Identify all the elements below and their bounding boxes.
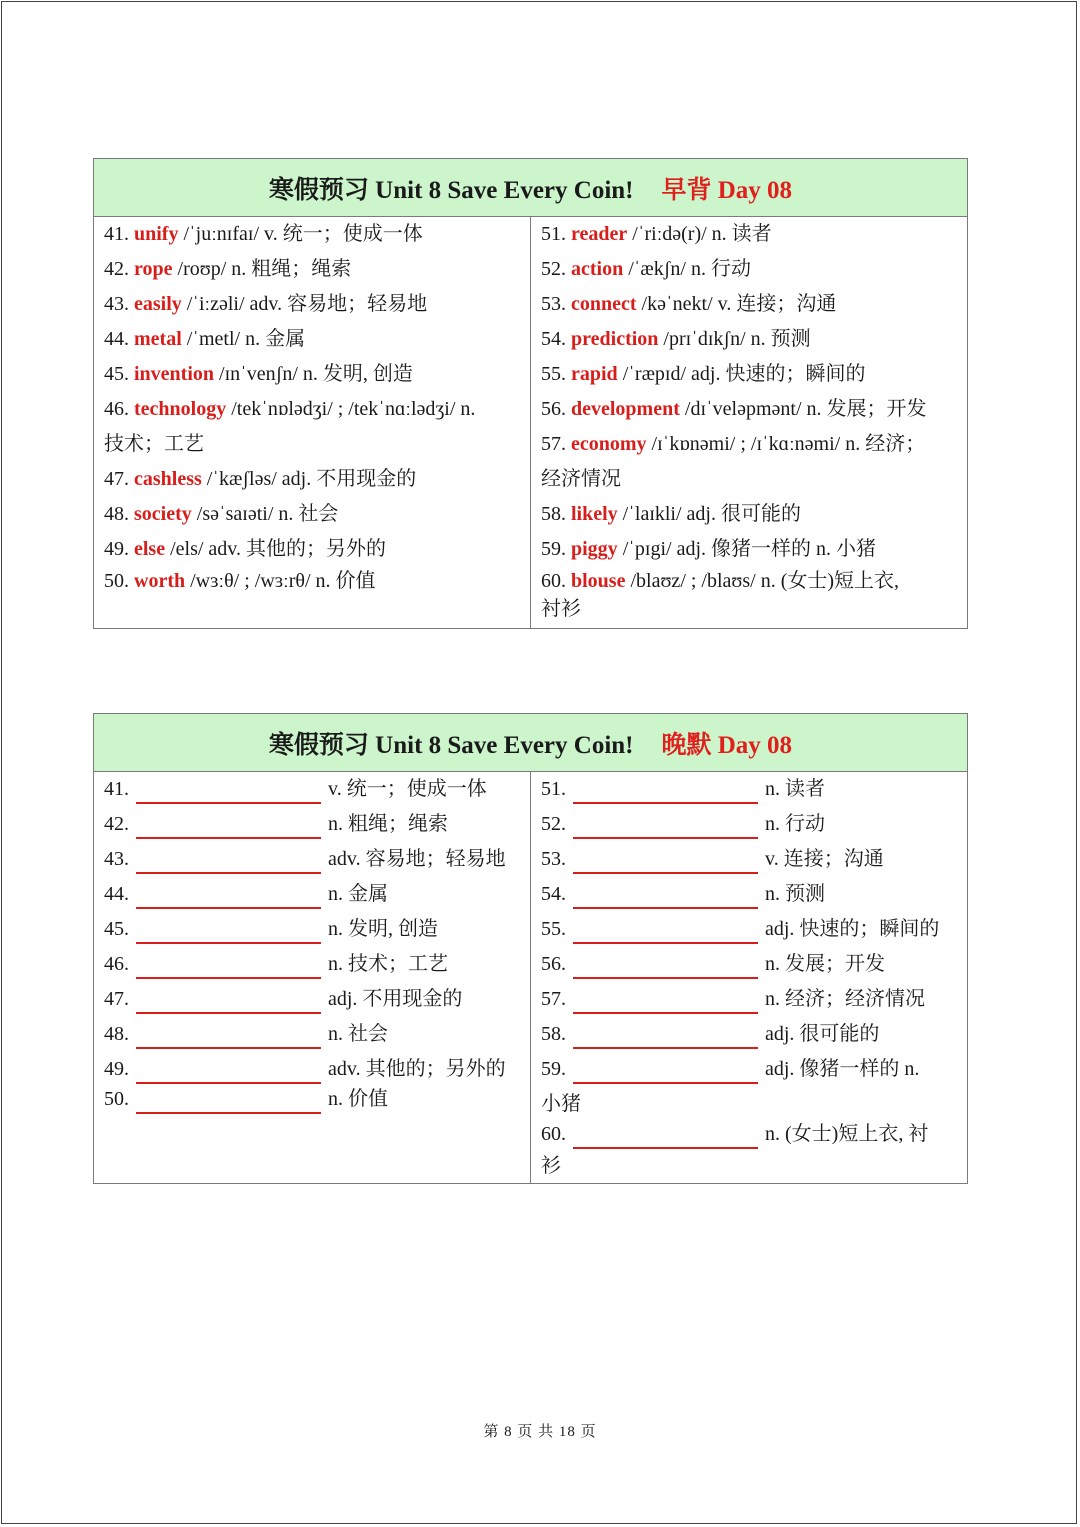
dictation-entry [104, 1017, 522, 1052]
answer-blank[interactable] [573, 986, 758, 1014]
vocab-word: worth [134, 570, 186, 592]
vocab-definition: /ˈræpɪd/ adj. 快速的；瞬间的 [617, 363, 866, 385]
vocab-definition: /ɪnˈvenʃn/ n. 发明, 创造 [214, 363, 413, 385]
dictation-entry [541, 947, 961, 982]
evening-dictation-table [93, 713, 968, 1184]
vocab-entry [104, 392, 522, 427]
entry-number: 59. [541, 538, 566, 560]
column-divider [530, 217, 531, 628]
dictation-entry [104, 877, 522, 912]
entry-number: 51. [541, 223, 566, 245]
meaning-text: v. 统一；使成一体 [328, 778, 487, 800]
dictation-entry [541, 1017, 961, 1052]
vocab-definition: /kəˈnekt/ v. 连接；沟通 [636, 293, 837, 315]
morning-table-body [94, 217, 967, 628]
column-divider [530, 772, 531, 1183]
meaning-text: n. 技术；工艺 [328, 953, 448, 975]
meaning-continued: 小猪 [541, 1093, 581, 1115]
vocab-entry [541, 287, 961, 322]
vocab-definition: /səˈsaɪəti/ n. 社会 [191, 503, 339, 525]
vocab-word: reader [571, 223, 628, 245]
vocab-definition: /ˈmetl/ n. 金属 [181, 328, 306, 350]
vocab-word: action [571, 258, 624, 280]
answer-blank[interactable] [573, 951, 758, 979]
entry-number: 42. [104, 813, 129, 835]
answer-blank[interactable] [573, 1021, 758, 1049]
entry-number: 57. [541, 988, 566, 1010]
dictation-entry [104, 982, 522, 1017]
answer-blank[interactable] [573, 811, 758, 839]
entry-number: 54. [541, 883, 566, 905]
evening-left-column [104, 772, 522, 1117]
entry-number: 43. [104, 848, 129, 870]
dictation-entry [104, 842, 522, 877]
vocab-definition: /ˈlaɪkli/ adj. 很可能的 [617, 503, 801, 525]
vocab-entry [104, 322, 522, 357]
vocab-definition: /els/ adv. 其他的；另外的 [165, 538, 387, 560]
dictation-entry [541, 1122, 961, 1152]
meaning-text: v. 连接；沟通 [765, 848, 884, 870]
vocab-definition: /prɪˈdɪkʃn/ n. 预测 [658, 328, 811, 350]
vocab-word: rapid [571, 363, 618, 385]
entry-number: 49. [104, 538, 129, 560]
entry-number: 41. [104, 778, 129, 800]
vocab-definition: /ˈpɪgi/ adj. 像猪一样的 n. 小猪 [617, 538, 877, 560]
meaning-continued: 衫 [541, 1155, 561, 1177]
vocab-entry [104, 357, 522, 392]
entry-number: 55. [541, 918, 566, 940]
vocab-word: piggy [571, 538, 618, 560]
vocab-word: cashless [134, 468, 202, 490]
meaning-text: n. 行动 [765, 813, 825, 835]
dictation-entry [541, 912, 961, 947]
vocab-word: blouse [571, 570, 626, 592]
vocab-word: metal [134, 328, 182, 350]
meaning-text: n. 读者 [765, 778, 825, 800]
entry-number: 60. [541, 1123, 566, 1145]
meaning-text: n. 粗绳；绳索 [328, 813, 448, 835]
meaning-text: n. 价值 [328, 1088, 388, 1110]
vocab-definition: /ˈriːdə(r)/ n. 读者 [627, 223, 772, 245]
meaning-text: n. 发展；开发 [765, 953, 885, 975]
vocab-word: rope [134, 258, 173, 280]
meaning-text: n. (女士)短上衣, 衬 [765, 1123, 929, 1145]
morning-right-column [541, 217, 961, 623]
vocab-definition: /roʊp/ n. 粗绳；绳索 [172, 258, 352, 280]
answer-blank[interactable] [573, 1056, 758, 1084]
dictation-entry [104, 772, 522, 807]
entry-number: 52. [541, 813, 566, 835]
entry-number: 59. [541, 1058, 566, 1080]
answer-blank[interactable] [136, 776, 321, 804]
evening-table-label: 晚默 Day 08 [661, 731, 793, 759]
answer-blank[interactable] [573, 776, 758, 804]
entry-number: 57. [541, 433, 566, 455]
vocab-word: else [134, 538, 166, 560]
entry-number: 56. [541, 953, 566, 975]
morning-vocab-table [93, 158, 968, 629]
meaning-text: adj. 像猪一样的 n. [765, 1058, 920, 1080]
entry-number: 42. [104, 258, 129, 280]
answer-blank[interactable] [136, 846, 321, 874]
vocab-definition-continued: 衬衫 [541, 598, 581, 620]
dictation-entry [541, 982, 961, 1017]
vocab-entry [104, 532, 522, 567]
vocab-word: easily [134, 293, 182, 315]
entry-number: 47. [104, 468, 129, 490]
evening-right-column [541, 772, 961, 1180]
vocab-entry [541, 567, 961, 595]
answer-blank[interactable] [136, 951, 321, 979]
vocab-entry [541, 532, 961, 567]
vocab-definition: /ɪˈkɒnəmi/ ; /ɪˈkɑːnəmi/ n. 经济； [646, 433, 926, 455]
vocab-entry [541, 252, 961, 287]
vocab-entry [104, 287, 522, 322]
entry-number: 49. [104, 1058, 129, 1080]
answer-blank[interactable] [136, 916, 321, 944]
vocab-entry [541, 217, 961, 252]
meaning-text: adj. 很可能的 [765, 1023, 880, 1045]
dictation-entry [104, 1087, 522, 1117]
vocab-entry [104, 497, 522, 532]
meaning-text: n. 经济；经济情况 [765, 988, 925, 1010]
entry-number: 46. [104, 398, 129, 420]
answer-blank[interactable] [573, 1121, 758, 1149]
entry-number: 43. [104, 293, 129, 315]
evening-table-title: 寒假预习 Unit 8 Save Every Coin! [268, 731, 634, 759]
entry-number: 48. [104, 503, 129, 525]
vocab-entry [104, 462, 522, 497]
vocab-definition: /blaʊz/ ; /blaʊs/ n. (女士)短上衣, [625, 570, 900, 592]
entry-number: 51. [541, 778, 566, 800]
answer-blank[interactable] [136, 1086, 321, 1114]
vocab-entry [541, 392, 961, 427]
vocab-word: connect [571, 293, 637, 315]
vocab-word: technology [134, 398, 227, 420]
vocab-definition-continued: 技术；工艺 [104, 433, 204, 455]
dictation-entry [541, 772, 961, 807]
entry-number: 58. [541, 503, 566, 525]
vocab-word: unify [134, 223, 179, 245]
vocab-entry [104, 567, 522, 595]
vocab-definition: /wɜːθ/ ; /wɜːrθ/ n. 价值 [185, 570, 376, 592]
dictation-entry [104, 807, 522, 842]
dictation-entry [104, 912, 522, 947]
morning-table-header [94, 159, 967, 217]
entry-number: 50. [104, 570, 129, 592]
answer-blank[interactable] [573, 846, 758, 874]
entry-number: 41. [104, 223, 129, 245]
entry-number: 60. [541, 570, 566, 592]
vocab-entry [541, 322, 961, 357]
morning-table-title: 寒假预习 Unit 8 Save Every Coin! [268, 176, 634, 204]
answer-blank[interactable] [136, 1056, 321, 1084]
meaning-text: n. 发明, 创造 [328, 918, 438, 940]
vocab-word: society [134, 503, 192, 525]
dictation-entry [541, 842, 961, 877]
vocab-entry [541, 357, 961, 392]
vocab-word: invention [134, 363, 215, 385]
entry-number: 52. [541, 258, 566, 280]
entry-number: 55. [541, 363, 566, 385]
entry-number: 53. [541, 293, 566, 315]
answer-blank[interactable] [136, 881, 321, 909]
meaning-text: n. 社会 [328, 1023, 388, 1045]
vocab-entry [104, 252, 522, 287]
vocab-definition: /ˈiːzəli/ adv. 容易地；轻易地 [181, 293, 428, 315]
entry-number: 48. [104, 1023, 129, 1045]
entry-number: 45. [104, 363, 129, 385]
vocab-entry [541, 427, 961, 462]
answer-blank[interactable] [136, 986, 321, 1014]
dictation-entry [541, 877, 961, 912]
meaning-text: adj. 不用现金的 [328, 988, 463, 1010]
entry-number: 54. [541, 328, 566, 350]
dictation-entry [104, 1052, 522, 1087]
vocab-entry [541, 497, 961, 532]
entry-number: 47. [104, 988, 129, 1010]
entry-number: 46. [104, 953, 129, 975]
meaning-text: adj. 快速的；瞬间的 [765, 918, 940, 940]
meaning-text: adv. 容易地；轻易地 [328, 848, 506, 870]
vocab-definition: /tekˈnɒlədʒi/ ; /tekˈnɑːlədʒi/ n. [226, 398, 476, 420]
evening-table-body [94, 772, 967, 1183]
vocab-word: prediction [571, 328, 659, 350]
entry-number: 44. [104, 328, 129, 350]
answer-blank[interactable] [573, 916, 758, 944]
meaning-text: n. 金属 [328, 883, 388, 905]
vocab-definition: /dɪˈveləpmənt/ n. 发展；开发 [679, 398, 927, 420]
morning-table-label: 早背 Day 08 [661, 176, 793, 204]
meaning-text: adv. 其他的；另外的 [328, 1058, 506, 1080]
answer-blank[interactable] [136, 1021, 321, 1049]
entry-number: 53. [541, 848, 566, 870]
page-footer: 第 8 页 共 18 页 [483, 1424, 597, 1440]
vocab-definition: /ˈjuːnɪfaɪ/ v. 统一；使成一体 [178, 223, 423, 245]
vocab-definition: /ˈækʃn/ n. 行动 [623, 258, 751, 280]
answer-blank[interactable] [136, 811, 321, 839]
vocab-definition-continued: 经济情况 [541, 468, 621, 490]
vocab-word: likely [571, 503, 618, 525]
entry-number: 50. [104, 1088, 129, 1110]
vocab-word: economy [571, 433, 647, 455]
entry-number: 58. [541, 1023, 566, 1045]
vocab-definition: /ˈkæʃləs/ adj. 不用现金的 [201, 468, 417, 490]
dictation-entry [541, 807, 961, 842]
entry-number: 44. [104, 883, 129, 905]
answer-blank[interactable] [573, 881, 758, 909]
vocab-entry [104, 217, 522, 252]
dictation-entry [541, 1052, 961, 1087]
meaning-text: n. 预测 [765, 883, 825, 905]
evening-table-header [94, 714, 967, 772]
entry-number: 45. [104, 918, 129, 940]
dictation-entry [104, 947, 522, 982]
morning-left-column [104, 217, 522, 595]
vocab-word: development [571, 398, 680, 420]
entry-number: 56. [541, 398, 566, 420]
